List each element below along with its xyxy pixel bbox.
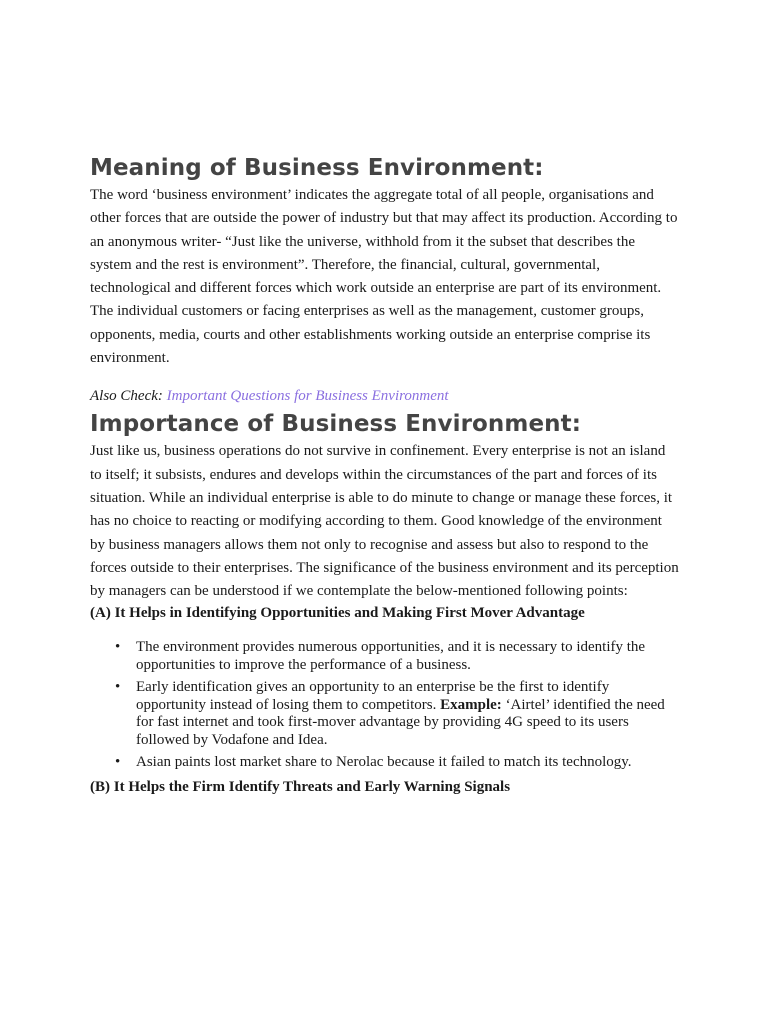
section-heading-meaning: Meaning of Business Environment: bbox=[90, 155, 544, 181]
list-item-text: Early identification gives an opportunity to an enterprise be the first to identify opportunity instead of losing them to competitors. bbox=[136, 679, 610, 713]
example-label: Example: bbox=[440, 696, 502, 713]
opportunities-list bbox=[90, 639, 680, 772]
list-item-text: Asian paints lost market share to Nerolac because it failed to match its technology. bbox=[136, 754, 632, 771]
importance-paragraph: Just like us, business operations do not survive in confinement. Every enterprise is not an island to itself; it subsists, endures and develops within the circumstances of the part and forces of its situation. While an individual enterprise is able to do minute to change or manage these forces, it has no choice to reacting or modifying according to them. Good knowledge of the environment by business managers allows them not only to recognise and assess but also to respond to the forces outside to their enterprises. The significance of the business environment and its perception by managers can be understood if we contemplate the below-mentioned following points: bbox=[90, 443, 679, 600]
also-check-link[interactable]: Important Questions for Business Environment bbox=[166, 388, 449, 405]
subheading-opportunities: (A) It Helps in Identifying Opportunities and Making First Mover Advantage bbox=[90, 605, 585, 622]
list-item bbox=[90, 639, 680, 674]
list-item-text-continued: ‘Airtel’ identified the need for fast internet and took first-mover advantage by providing 4G speed to its users followed by Vodafone and Idea. bbox=[136, 696, 665, 748]
bullet-icon: • bbox=[115, 679, 121, 696]
document-page bbox=[90, 152, 680, 797]
also-check-line bbox=[90, 385, 680, 408]
subheading-threats: (B) It Helps the Firm Identify Threats and Early Warning Signals bbox=[90, 778, 511, 795]
meaning-paragraph: The word ‘business environment’ indicates the aggregate total of all people, organisations and other forces that are outside the power of industry but that may affect its production. According to an anonymous writer- “Just like the universe, withhold from it the subset that describes the system and the rest is environment”. Therefore, the financial, cultural, governmental, technological and different forces which work outside an enterprise are part of its environment. The individual customers or facing enterprises as well as the management, customer groups, opponents, media, courts and other establishments working outside an enterprise comprise its environment. bbox=[90, 187, 678, 367]
bullet-icon: • bbox=[115, 639, 121, 656]
list-item bbox=[90, 754, 680, 772]
list-item bbox=[90, 679, 680, 749]
section-heading-importance: Importance of Business Environment: bbox=[90, 411, 582, 438]
also-check-label: Also Check: bbox=[90, 388, 163, 405]
list-item-text: The environment provides numerous opportunities, and it is necessary to identify the opportunities to improve the performance of a business. bbox=[136, 639, 646, 673]
bullet-icon: • bbox=[115, 754, 121, 771]
